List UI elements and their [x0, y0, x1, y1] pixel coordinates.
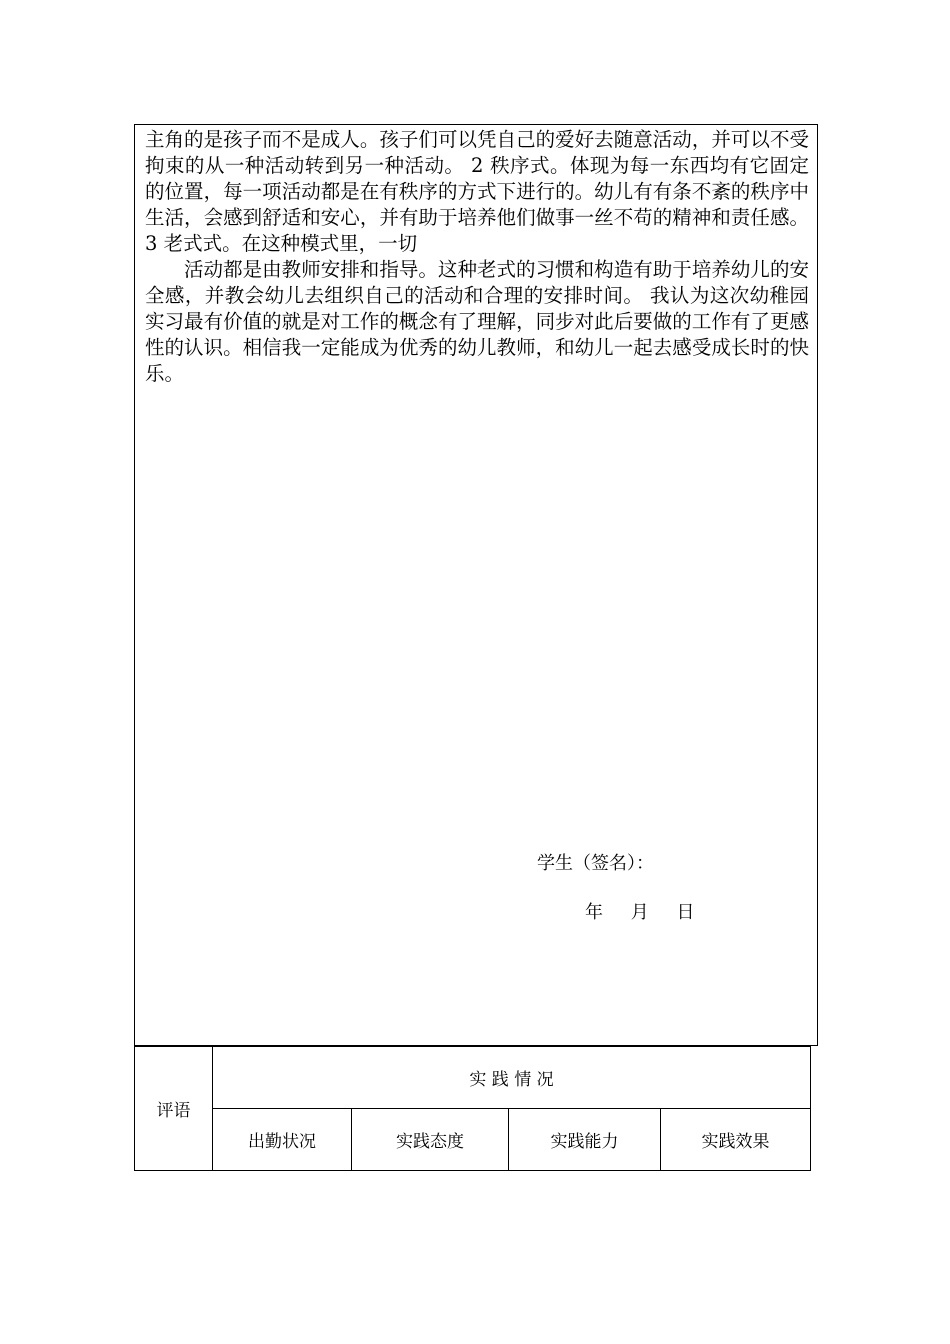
column-ability: 实践能力 — [509, 1109, 661, 1171]
column-attendance: 出勤状况 — [213, 1109, 352, 1171]
report-body-text — [145, 127, 809, 387]
evaluation-row-label: 评语 — [135, 1047, 213, 1171]
report-content-box — [134, 124, 818, 1046]
signature-date — [585, 898, 694, 924]
date-day: 日 — [676, 902, 695, 923]
practice-status-header: 实 践 情 况 — [213, 1047, 811, 1109]
student-signature-label: 学生（签名）： — [537, 853, 654, 874]
evaluation-table — [134, 1046, 811, 1171]
date-month: 月 — [630, 902, 649, 923]
column-attitude: 实践态度 — [352, 1109, 509, 1171]
body-paragraph-1: 主角的是孩子而不是成人。孩子们可以凭自己的爱好去随意活动，并可以不受拘束的从一种活动转到另一种活动。 2 秩序式。体现为每一东西均有它固定的位置，每一项活动都是在有秩序的方式下进行的。幼儿有有条不紊的秩序中生活，会感到舒适和安心，并有助于培养他们做事一丝不苟的精神和责任感。 3 老式式。在这种模式里，一切 — [145, 128, 809, 255]
date-year: 年 — [585, 902, 603, 923]
body-paragraph-2: 活动都是由教师安排和指导。这种老式的习惯和构造有助于培养幼儿的安全感，并教会幼儿去组织自己的活动和合理的安排时间。 我认为这次幼稚园实习最有价值的就是对工作的概念有了理解，同步对此后要做的工作有了更感性的认识。相信我一定能成为优秀的幼儿教师，和幼儿一起去感受成长时的快乐。 — [145, 258, 809, 385]
column-effect: 实践效果 — [661, 1109, 811, 1171]
